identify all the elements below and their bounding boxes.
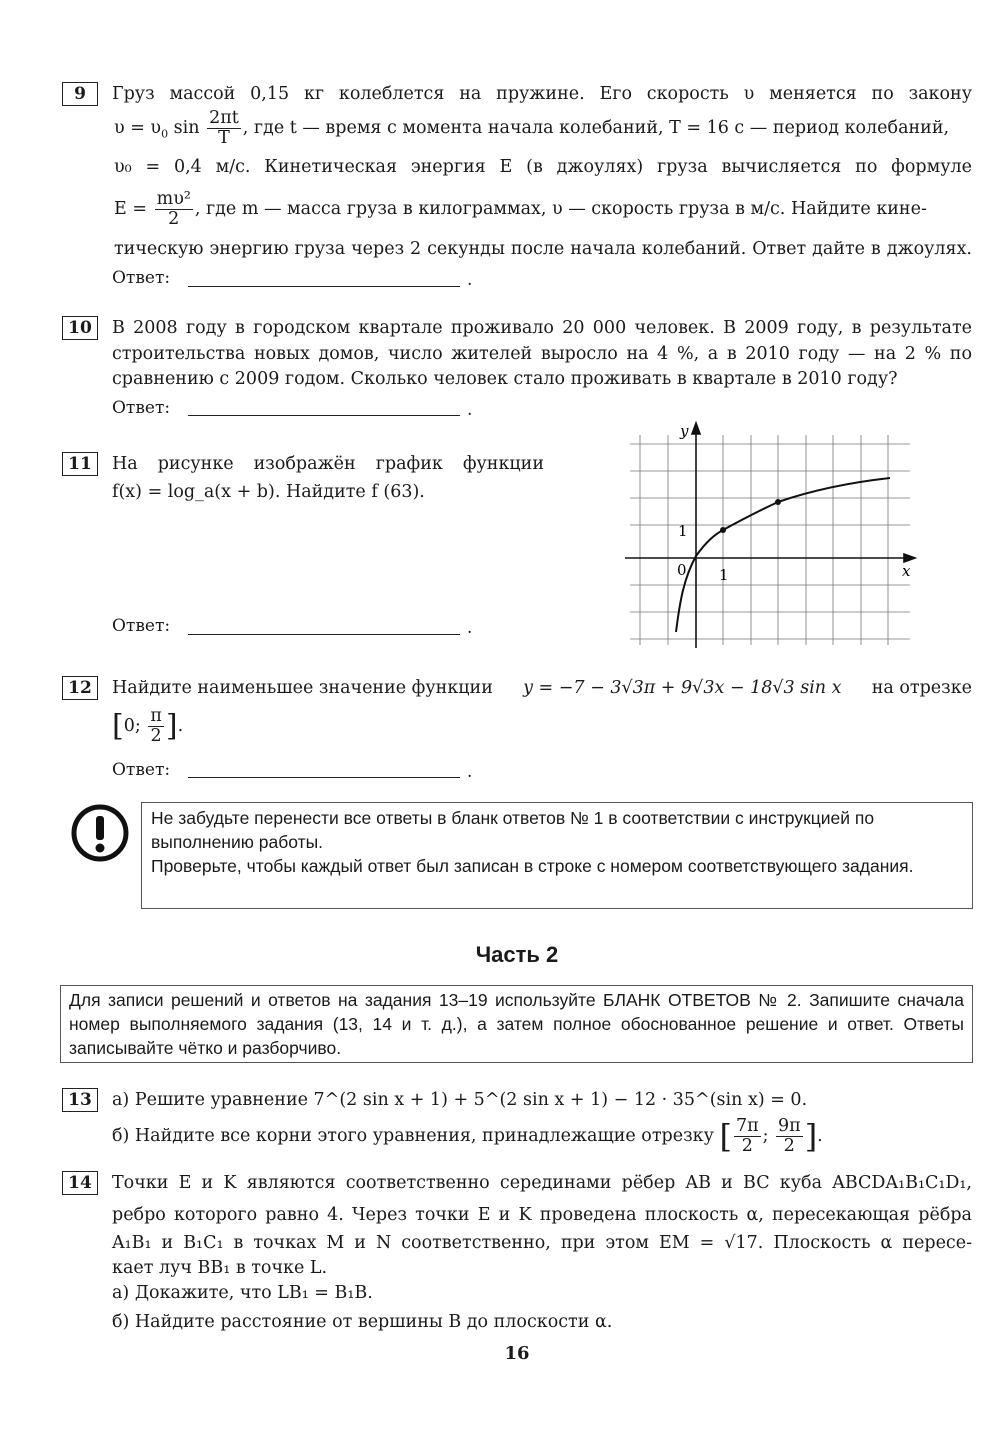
task10-line1: В 2008 году в городском квартале проживало 20 000 человек. В 2009 году, в результате (112, 318, 972, 338)
answer-line-11[interactable] (188, 634, 460, 635)
task12-line1-start: Найдите наименьшее значение функции (112, 678, 493, 698)
graph-point-1 (720, 527, 726, 533)
interval-den: 2 (150, 726, 162, 746)
graph-grid (630, 435, 910, 645)
function-graph (620, 420, 920, 650)
task13-frac1 (734, 1117, 761, 1156)
interval-num: π (150, 706, 162, 726)
exclamation-icon (70, 803, 130, 863)
formula-v-sub: 0 (161, 127, 169, 141)
answer-dot-9: . (467, 270, 473, 290)
graph-axes (625, 423, 915, 648)
task10-line3: сравнению с 2009 годом. Сколько человек стало проживать в квартале в 2010 году? (112, 369, 898, 389)
graph-point-2 (775, 499, 781, 505)
formula-v-fraction (207, 109, 241, 148)
graph-y-tick-label: 1 (678, 522, 688, 540)
task12-line1 (112, 675, 972, 701)
task14-line3: A₁B₁ и B₁C₁ в точках M и N соответственно, при этом EM = √17. Плоскость α пересе- (112, 1233, 972, 1253)
formula-v-left: υ = υ (114, 118, 162, 138)
task11-line2: f(x) = log_a(x + b). Найдите f (63). (112, 482, 425, 502)
answer-label-11: Ответ: (112, 616, 171, 636)
answer-label-10: Ответ: (112, 398, 171, 418)
task9-line5: тическую энергию груза через 2 секунды после начала колебаний. Ответ дайте в джоулях. (114, 239, 972, 259)
formula-e-left: E = (114, 199, 148, 219)
formula-e-num: mυ² (156, 189, 191, 209)
page-number: 16 (504, 1343, 530, 1364)
answer-line-9[interactable] (188, 286, 460, 287)
answer-dot-11: . (467, 618, 473, 638)
task-number-9: 9 (62, 82, 98, 106)
task-number-13: 13 (62, 1088, 98, 1112)
task9-line4-rest: , где m — масса груза в килограммах, υ — скорость груза в м/с. Найдите кине- (194, 199, 927, 219)
warning-text-2: Проверьте, чтобы каждый ответ был записан в строке с номером соответствующего задания. (151, 856, 914, 876)
graph-x-tick-label: 1 (719, 566, 729, 584)
task9-line1: Груз массой 0,15 кг колеблется на пружине. Его скорость υ меняется по закону (112, 84, 972, 104)
task-number-10: 10 (62, 316, 98, 340)
task11-line1: На рисунке изображён график функции (112, 454, 544, 474)
task9-line2-rest: , где t — время с момента начала колебаний, T = 16 с — период колебаний, (242, 118, 950, 138)
task9-line4 (114, 184, 974, 234)
part2-title: Часть 2 (475, 942, 559, 967)
interval-fraction (148, 707, 164, 746)
answer-line-12[interactable] (188, 777, 460, 778)
log-curve (676, 478, 890, 632)
task14-line4: кает луч BB₁ в точке L. (112, 1258, 328, 1278)
task-number-14: 14 (62, 1171, 98, 1195)
answer-dot-12: . (467, 762, 473, 782)
warning-box (141, 802, 973, 909)
task13-num1: 7π (735, 1116, 759, 1136)
formula-e-fraction (155, 190, 193, 229)
task10-line2: строительства новых домов, число жителей выросло на 4 %, а в 2010 году — на 2 % по (112, 344, 972, 364)
task12-interval: [0; $\frac{\pi}{2}$ ]. (112, 706, 184, 746)
task-number-11: 11 (62, 452, 98, 476)
task13-b-start: б) Найдите все корни этого уравнения, принадлежащие отрезку (112, 1126, 714, 1146)
warning-text-1: Не забудьте перенести все ответы в бланк ответов № 1 в соответствии с инструкцией по выполнению работы. (151, 808, 875, 852)
formula-e-den: 2 (168, 209, 180, 229)
task13-den2: 2 (783, 1136, 795, 1156)
answer-label-12: Ответ: (112, 760, 171, 780)
graph-x-label: x (902, 562, 911, 580)
task13-num2: 9π (778, 1116, 801, 1136)
task14-b: б) Найдите расстояние от вершины B до плоскости α. (112, 1312, 613, 1332)
task14-line1: Точки E и K являются соответственно серединами рёбер AB и BC куба ABCDA₁B₁C₁D₁, (112, 1173, 972, 1193)
task14-a: а) Докажите, что LB₁ = B₁B. (112, 1283, 373, 1303)
task12-formula: y = −7 − 3√3π + 9√3x − 18√3 sin x (523, 678, 842, 698)
task13-a: а) Решите уравнение 7^(2 sin x + 1) + 5^(2 sin x + 1) − 12 · 35^(sin x) = 0. (112, 1090, 808, 1110)
task14-line2: ребро которого равно 4. Через точки E и K проведена плоскость α, пересекающая рёбра (112, 1205, 972, 1225)
task9-line2 (114, 106, 974, 157)
task13-b: б) Найдите все корни этого уравнения, принадлежащие отрезку [ $\frac{7\pi}{2}$ ; $\frac{9\pi}{2}$ ]. (112, 1116, 823, 1156)
graph-y-label: y (680, 422, 689, 440)
task-number-12: 12 (62, 676, 98, 700)
task12-line1-end: на отрезке (871, 678, 972, 698)
answer-line-10[interactable] (188, 415, 460, 416)
task13-den1: 2 (741, 1136, 753, 1156)
task13-dot: . (817, 1126, 823, 1146)
formula-v-den: T (218, 128, 230, 148)
interval-left: 0; (123, 716, 141, 736)
part2-instructions: Для записи решений и ответов на задания 13–19 используйте БЛАНК ОТВЕТОВ № 2. Запишите сначала номер выполняемого задания (13, 14 и т. д.), а затем полное обоснованное решение и ответ. Ответы записывайте чётко и разборчиво. (60, 985, 973, 1063)
answer-label-9: Ответ: (112, 268, 171, 288)
interval-dot: . (177, 716, 184, 736)
answer-dot-10: . (467, 400, 473, 420)
formula-v-sin: sin (173, 118, 200, 138)
task13-frac2 (776, 1117, 803, 1156)
formula-v-num: 2πt (209, 108, 239, 128)
task9-line3: υ₀ = 0,4 м/с. Кинетическая энергия E (в джоулях) груза вычисляется по формуле (114, 157, 972, 177)
graph-origin-label: 0 (677, 561, 687, 579)
